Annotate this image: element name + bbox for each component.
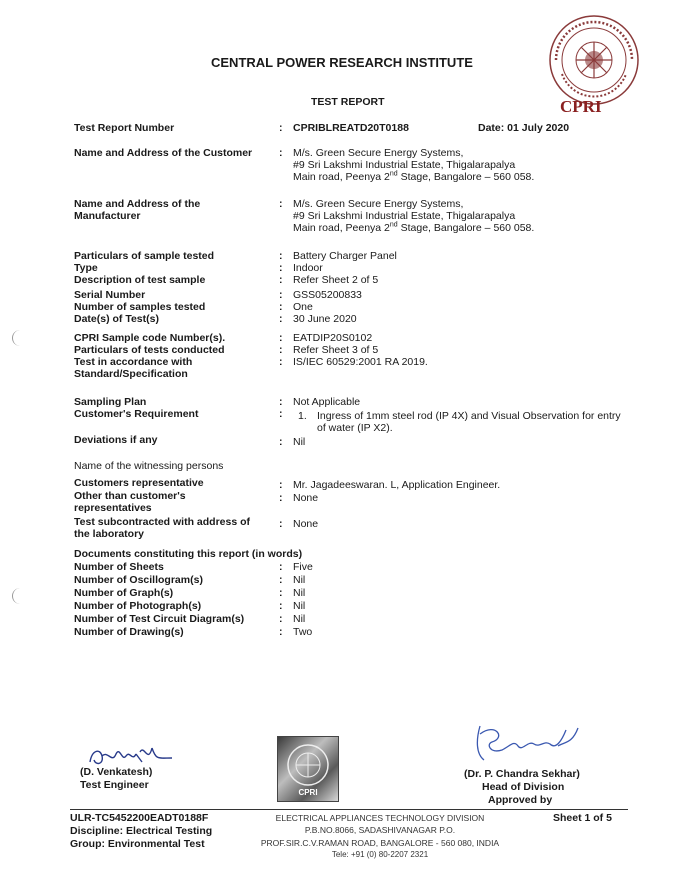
colon: : [279, 492, 283, 504]
report-number-label: Test Report Number [74, 122, 175, 134]
photographs-label: Number of Photograph(s) [74, 600, 202, 612]
engineer-role: Test Engineer [80, 779, 149, 791]
sheets-label: Number of Sheets [74, 561, 164, 573]
colon: : [279, 600, 283, 612]
type-label: Type [74, 262, 98, 274]
description-value: Refer Sheet 2 of 5 [293, 274, 379, 286]
ulr-number: ULR-TC5452200EADT0188F [70, 812, 209, 824]
sheets-value: Five [293, 561, 313, 573]
requirement-text: Ingress of 1mm steel rod (IP 4X) and Visual Observation for entry of water (IP X2). [317, 410, 621, 434]
witness-heading: Name of the witnessing persons [74, 460, 224, 472]
sample-code-label: CPRI Sample code Number(s). [74, 332, 226, 344]
hologram-text: CPRI [298, 788, 318, 797]
customer-rep-label: Customers representative [74, 477, 204, 489]
other-rep-label: Other than customer's representatives [74, 490, 186, 514]
customer-label: Name and Address of the Customer [74, 147, 253, 159]
tests-conducted-value: Refer Sheet 3 of 5 [293, 344, 379, 356]
circuit-diagrams-label: Number of Test Circuit Diagram(s) [74, 613, 245, 625]
colon: : [279, 147, 283, 159]
manufacturer-address: M/s. Green Secure Energy Systems, #9 Sri Lakshmi Industrial Estate, Thigalarapalya Main road, Peenya 2nd Stage, Bangalore – 560 058. [293, 198, 535, 234]
requirement-number: 1. [298, 410, 307, 422]
signature-chandra-sekhar [462, 720, 582, 769]
hologram-seal [277, 736, 339, 802]
footer-divider [70, 809, 628, 810]
sampling-plan-value: Not Applicable [293, 396, 361, 408]
standard-value: IS/IEC 60529:2001 RA 2019. [293, 356, 428, 368]
colon: : [279, 408, 283, 420]
street-address: PROF.SIR.C.V.RAMAN ROAD, BANGALORE - 560 080, INDIA [260, 838, 500, 848]
type-value: Indoor [293, 262, 323, 274]
sample-code-value: EATDIP20S0102 [293, 332, 373, 344]
colon: : [279, 518, 283, 530]
colon: : [279, 313, 283, 325]
serial-value: GSS05200833 [293, 289, 362, 301]
samples-count-label: Number of samples tested [74, 301, 206, 313]
standard-label: Test in accordance with Standard/Specification [74, 356, 193, 380]
sample-value: Battery Charger Panel [293, 250, 397, 262]
group: Group: Environmental Test [70, 838, 205, 850]
photographs-value: Nil [293, 600, 306, 612]
colon: : [279, 250, 283, 262]
subcontracted-label: Test subcontracted with address of the laboratory [74, 516, 251, 540]
serial-label: Serial Number [74, 289, 146, 301]
requirement-label: Customer's Requirement [74, 408, 199, 420]
test-date-label: Date(s) of Test(s) [74, 313, 159, 325]
colon: : [279, 396, 283, 408]
po-box: P.B.NO.8066, SADASHIVANAGAR P.O. [304, 825, 456, 835]
colon: : [279, 289, 283, 301]
graphs-label: Number of Graph(s) [74, 587, 174, 599]
engineer-name: (D. Venkatesh) [80, 766, 153, 778]
colon: : [279, 122, 283, 134]
colon: : [279, 274, 283, 286]
colon: : [279, 613, 283, 625]
cpri-logo-text: CPRI [560, 97, 602, 116]
cpri-seal [548, 14, 640, 106]
customer-rep-value: Mr. Jagadeeswaran. L, Application Engineer. [293, 479, 501, 491]
colon: : [279, 344, 283, 356]
oscillograms-value: Nil [293, 574, 306, 586]
colon: : [279, 262, 283, 274]
graphs-value: Nil [293, 587, 306, 599]
colon: : [279, 198, 283, 210]
test-date-value: 30 June 2020 [293, 313, 357, 325]
colon: : [279, 626, 283, 638]
report-date: Date: 01 July 2020 [478, 122, 570, 134]
colon: : [279, 356, 283, 368]
report-title: TEST REPORT [311, 96, 385, 108]
sample-label: Particulars of sample tested [74, 250, 215, 262]
colon: : [279, 332, 283, 344]
institute-name: CENTRAL POWER RESEARCH INSTITUTE [211, 55, 473, 70]
drawings-label: Number of Drawing(s) [74, 626, 184, 638]
drawings-value: Two [293, 626, 313, 638]
hod-name: (Dr. P. Chandra Sekhar) [464, 768, 580, 780]
manufacturer-label: Name and Address of the Manufacturer [74, 198, 201, 222]
oscillograms-label: Number of Oscillogram(s) [74, 574, 203, 586]
colon: : [279, 436, 283, 448]
colon: : [279, 561, 283, 573]
punch-mark [12, 588, 23, 604]
colon: : [279, 574, 283, 586]
division-name: ELECTRICAL APPLIANCES TECHNOLOGY DIVISION [275, 813, 485, 823]
hod-role: Head of Division [482, 781, 565, 793]
description-label: Description of test sample [74, 274, 206, 286]
colon: : [279, 479, 283, 491]
subcontracted-value: None [293, 518, 319, 530]
colon: : [279, 587, 283, 599]
sheet-number: Sheet 1 of 5 [553, 812, 612, 824]
other-rep-value: None [293, 492, 319, 504]
sampling-plan-label: Sampling Plan [74, 396, 147, 408]
deviations-value: Nil [293, 436, 306, 448]
approved-by: Approved by [488, 794, 553, 806]
telephone: Tele: +91 (0) 80-2207 2321 [331, 850, 429, 859]
punch-mark [12, 330, 23, 346]
customer-address: M/s. Green Secure Energy Systems, #9 Sri Lakshmi Industrial Estate, Thigalarapalya Main road, Peenya 2nd Stage, Bangalore – 560 058. [293, 147, 535, 183]
report-number-value: CPRIBLREATD20T0188 [293, 122, 409, 134]
deviations-label: Deviations if any [74, 434, 158, 446]
colon: : [279, 301, 283, 313]
circuit-diagrams-value: Nil [293, 613, 306, 625]
discipline: Discipline: Electrical Testing [70, 825, 213, 837]
samples-count-value: One [293, 301, 313, 313]
documents-heading: Documents constituting this report (in words) [74, 548, 303, 560]
tests-conducted-label: Particulars of tests conducted [74, 344, 225, 356]
